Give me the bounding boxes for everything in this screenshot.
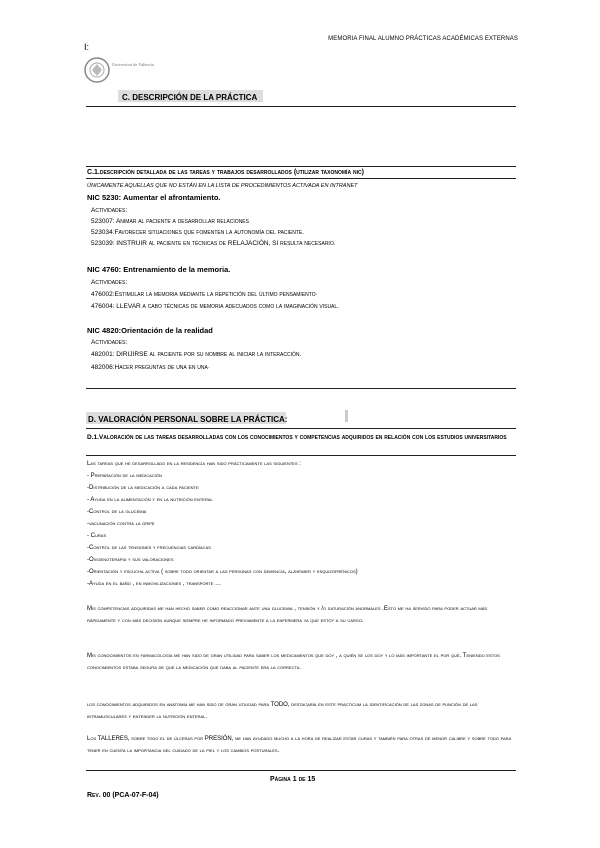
divider [86, 166, 516, 167]
task-item: - Preparación de la medicación [87, 473, 162, 479]
activity-item: 482006:Hacer preguntas de una en una· [91, 364, 211, 371]
divider [86, 770, 516, 771]
paragraph: los conocimientos adquiridos en anatomía me han sido de gran utilidad para TODO, destacaría en este practicum la identificación de las zonas de punción de las intramusculares y entender la nutrición enteral. [87, 702, 478, 720]
tasks-intro: Las tareas que he desarrollado en la residencia han sido prácticamente las siguientes : [87, 461, 301, 467]
task-item: -Control de las tensiones y frecuencias cardíacas [87, 545, 211, 551]
section-d-title: D. VALORACIÓN PERSONAL SOBRE LA PRÁCTICA: [88, 415, 288, 424]
activity-item: 476002:Estimular la memoria mediante la repetición del último pensamiento· [91, 291, 318, 298]
activities-label: Actividades: [91, 207, 128, 214]
task-item: -Ayuda en el baño , en inmovilizaciones , transporte … [87, 581, 222, 587]
activity-item: 523007: Animar al paciente a desarrollar relaciones [91, 218, 249, 225]
document-header-title: MEMORIA FINAL ALUMNO PRÁCTICAS ACADÉMICAS EXTERNAS [328, 36, 518, 42]
nic-item: NIC 4820:Orientación de la realidad [87, 326, 213, 335]
task-item: -vacunación contra la gripe [87, 521, 155, 527]
task-item: -Oxigenoterapia y sus valoraciones [87, 557, 174, 563]
activity-item: 482001: DIRIJIRSE al paciente por su nombre al iniciar la interacción. [91, 351, 302, 358]
university-logo [84, 56, 154, 84]
task-item: - Ayuda en la alimentación y en la nutrición enteral [87, 497, 213, 503]
page-number: Página 1 de 15 [270, 776, 316, 783]
divider [86, 388, 516, 389]
activity-item: 523039: INSTRUIR al paciente en técnicas de RELAJACIÓN, SI resulta necesario. [91, 240, 336, 247]
activity-item: 523034:Favorecer situaciones que fomenten la autonomía del paciente. [91, 229, 305, 236]
paragraph: Mis conocimientos en farmacología me han sido de gran utilidad para saber los medicamentos que doy , a quién se los doy y lo más importante el por qué. Teniendo estos conocimientos estaba segura de que la medicación que daba al paciente era la correcta. [87, 653, 500, 671]
paragraph: Los TALLERES, sobre todo el de úlceras por PRESIÓN, me han ayudado mucho a la hora de realizar estar curas y también para otras de menor calibre y sobre todo para tener en cuenta la importancia del cuidado de la piel y los cambios posturales. [87, 736, 512, 754]
divider [86, 178, 516, 179]
mark-glyph [345, 410, 348, 422]
logo-mark: I​: [84, 42, 90, 52]
nic-item: NIC 4760: Entrenamiento de la memoria. [87, 265, 231, 274]
paragraph: Mis competencias adquiridas me han hecho saber como reaccionar ante una glucemia , tensión y /o saturación anormales .Esto me ha servido para poder actuar más rápidamente y con más decisión aunque siempre he informado previamente a la enfermera ya que estoy a su cargo. [87, 606, 488, 624]
c1-note: ÚNICAMENTE AQUELLAS QUE NO ESTÁN EN LA LISTA DE PROCEDIMIENTOS ACTIVADA EN INTRANET [87, 183, 358, 189]
activity-item: 476004: LLEVAR a cabo técnicas de memoria adecuados como la imaginación visual. [91, 303, 339, 310]
task-item: - Curas [87, 533, 107, 539]
divider [86, 455, 516, 456]
task-item: -Distribución de la medicación a cada paciente [87, 485, 199, 491]
nic-item: NIC 5230: Aumentar el afrontamiento. [87, 193, 221, 202]
divider [86, 106, 516, 107]
task-item: -Orientación y escucha activa ( sobre todo orientar a las personas con demencia, alzhéimer y esquizofrénicos) [87, 569, 358, 575]
task-item: -Control de la glucemia [87, 509, 147, 515]
section-c-title: C. DESCRIPCIÓN DE LA PRÁCTICA [122, 93, 258, 102]
divider [86, 428, 516, 429]
activities-label: Actividades: [91, 279, 128, 286]
logo-text: Universitat de València [112, 62, 154, 67]
activities-label: Actividades: [91, 339, 128, 346]
revision-code: Rev. 00 (PCA-07-F-04) [87, 792, 159, 799]
d1-title: D.1.Valoración de las tareas desarrolladas con los conocimientos y competencias adquiridos en relación con los estudios universitarios [87, 434, 507, 441]
c1-title: C.1.descripción detallada de las tareas y trabajos desarrollados (utilizar taxonomía nic) [87, 169, 364, 176]
